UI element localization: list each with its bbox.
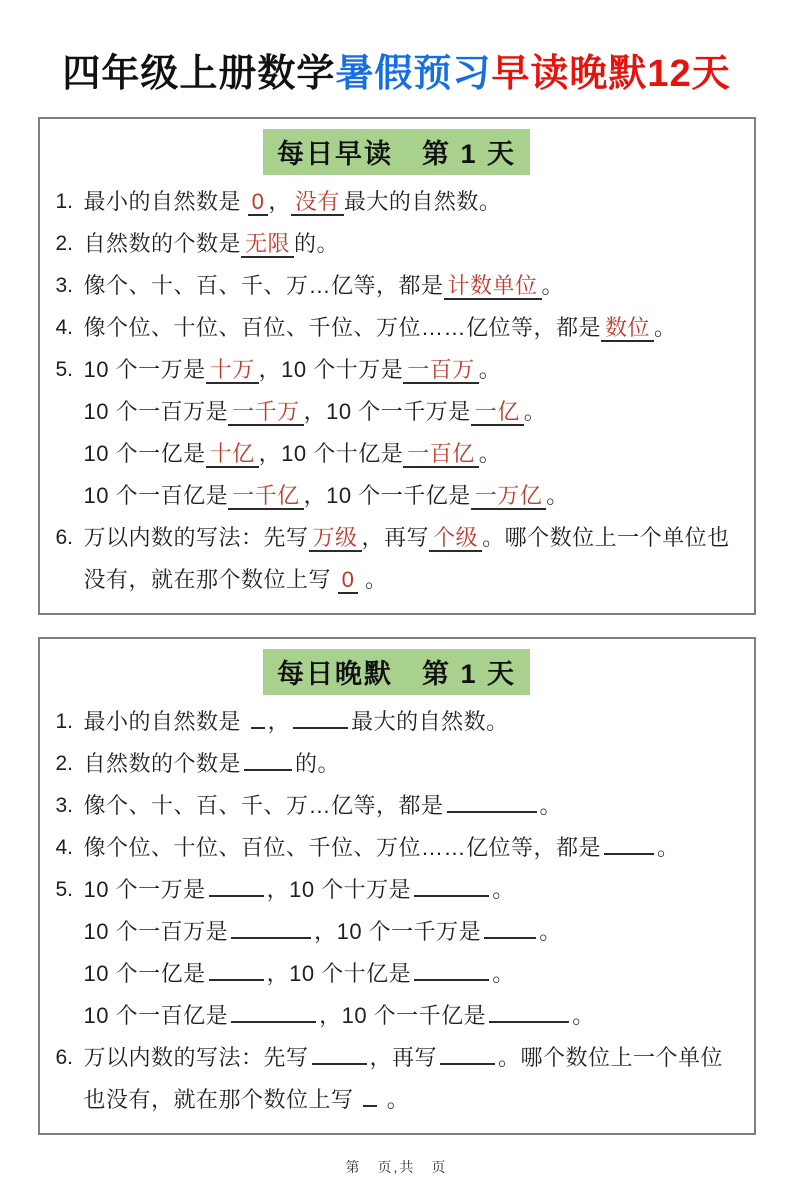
text-segment: 的。 <box>295 751 341 776</box>
fill-in-blank <box>231 1001 316 1023</box>
item-content <box>84 953 740 995</box>
text-segment: 10 个一百万是 <box>83 399 229 424</box>
list-item <box>54 223 740 265</box>
item-content <box>84 827 740 869</box>
list-item <box>54 391 740 433</box>
list-item <box>54 1037 740 1121</box>
item-number: 6. <box>55 1046 74 1069</box>
answer-text: 一百亿 <box>403 441 479 468</box>
text-segment: ，再写 <box>361 525 430 550</box>
answer-text: 没有 <box>291 189 344 216</box>
text-segment: ， <box>267 709 291 734</box>
item-content <box>84 1037 740 1121</box>
text-segment: 。 <box>492 961 515 986</box>
item-number: 2. <box>55 752 74 775</box>
text-segment: 最小的自然数是 <box>83 189 248 214</box>
fill-in-blank <box>209 959 264 981</box>
answer-text: 一亿 <box>471 399 524 426</box>
text-segment: 。 <box>478 357 502 382</box>
list-item <box>54 869 740 911</box>
text-segment: 10 个一亿是 <box>83 961 206 986</box>
list-item <box>54 181 740 223</box>
morning-reading-section <box>38 117 756 615</box>
answer-text: 万级 <box>309 525 362 552</box>
list-item <box>54 785 740 827</box>
item-content <box>84 433 740 475</box>
text-segment: 10 个一万是 <box>83 357 206 382</box>
item-content <box>84 701 740 743</box>
item-number: 3. <box>55 274 74 297</box>
item-content <box>84 391 740 433</box>
fill-in-blank <box>363 1085 377 1107</box>
morning-reading-list <box>54 181 740 601</box>
list-item <box>54 701 740 743</box>
list-item <box>54 349 740 391</box>
item-content <box>84 223 740 265</box>
list-item <box>54 265 740 307</box>
text-segment: 10 个一万是 <box>83 877 206 902</box>
fill-in-blank <box>447 791 537 813</box>
item-number: 1. <box>55 710 74 733</box>
morning-reading-header <box>54 129 740 175</box>
item-number: 5. <box>55 878 74 901</box>
item-number: 6. <box>55 526 74 549</box>
item-content <box>84 785 740 827</box>
answer-text: 一千万 <box>228 399 304 426</box>
text-segment: 。 <box>523 399 547 424</box>
item-number: 4. <box>55 316 74 339</box>
text-segment: ，10 个一千亿是 <box>303 483 471 508</box>
item-content <box>84 911 740 953</box>
text-segment: 。 <box>654 315 677 340</box>
fill-in-blank <box>414 875 489 897</box>
text-segment: ，10 个十万是 <box>266 877 412 902</box>
item-content <box>84 265 740 307</box>
list-item <box>54 743 740 785</box>
answer-text: 数位 <box>601 315 654 342</box>
text-segment: ，10 个一千亿是 <box>319 1003 487 1028</box>
item-content <box>84 181 740 223</box>
fill-in-blank <box>244 749 292 771</box>
list-item <box>54 911 740 953</box>
item-number: 4. <box>55 836 74 859</box>
item-number: 2. <box>55 232 74 255</box>
evening-dictation-header-label: 每日晚默 第 1 天 <box>263 649 530 695</box>
text-segment: 10 个一百万是 <box>83 919 229 944</box>
text-segment: 万以内数的写法：先写 <box>83 525 309 550</box>
text-segment: 像个、十、百、千、万…亿等，都是 <box>83 793 444 818</box>
text-segment: 。哪个数位上一个单位也没有，就在那个数位上写 <box>83 1045 724 1112</box>
fill-in-blank <box>293 707 348 729</box>
text-segment: 。 <box>572 1003 595 1028</box>
item-content <box>84 517 740 601</box>
list-item <box>54 433 740 475</box>
page-title <box>0 42 793 97</box>
text-segment: ，10 个十万是 <box>258 357 404 382</box>
answer-text: 一万亿 <box>471 483 547 510</box>
fill-in-blank <box>209 875 264 897</box>
answer-text: 一千亿 <box>228 483 304 510</box>
list-item <box>54 475 740 517</box>
text-segment: 像个位、十位、百位、千位、万位……亿位等，都是 <box>83 835 602 860</box>
text-segment: 万以内数的写法：先写 <box>83 1045 309 1070</box>
item-number: 1. <box>55 190 74 213</box>
answer-text: 十亿 <box>206 441 259 468</box>
text-segment: 。 <box>478 441 502 466</box>
list-item <box>54 995 740 1037</box>
list-item <box>54 517 740 601</box>
list-item <box>54 307 740 349</box>
text-segment: 。 <box>492 877 515 902</box>
fill-in-blank <box>312 1043 367 1065</box>
title-part-blue: 暑假预习 <box>335 53 492 95</box>
morning-reading-header-label: 每日早读 第 1 天 <box>263 129 530 175</box>
text-segment: ，10 个一千万是 <box>314 919 482 944</box>
text-segment: 10 个一百亿是 <box>83 483 229 508</box>
text-segment: 最大的自然数。 <box>343 189 502 214</box>
title-part-red: 早读晚默12天 <box>491 53 731 95</box>
text-segment: 。 <box>539 919 562 944</box>
text-segment: ，10 个一千万是 <box>303 399 471 424</box>
text-segment: 。哪个数位上一个单位也没有，就在那个数位上写 <box>83 525 730 592</box>
fill-in-blank <box>440 1043 495 1065</box>
page-footer: 第 页,共 页 <box>345 1159 448 1175</box>
fill-in-blank <box>231 917 311 939</box>
item-content <box>84 743 740 785</box>
title-part-black: 四年级上册数学 <box>62 53 336 95</box>
text-segment: 。 <box>380 1087 410 1112</box>
list-item <box>54 827 740 869</box>
text-segment: 最小的自然数是 <box>83 709 248 734</box>
answer-text: 一百万 <box>403 357 479 384</box>
text-segment: ，10 个十亿是 <box>266 961 412 986</box>
text-segment: 像个、十、百、千、万…亿等，都是 <box>83 273 444 298</box>
text-segment: ，10 个十亿是 <box>258 441 404 466</box>
text-segment: 自然数的个数是 <box>83 231 242 256</box>
text-segment: 10 个一百亿是 <box>83 1003 229 1028</box>
answer-text: 计数单位 <box>444 273 542 300</box>
fill-in-blank <box>489 1001 569 1023</box>
text-segment: 10 个一亿是 <box>83 441 206 466</box>
answer-text: 个级 <box>429 525 482 552</box>
text-segment: ， <box>268 189 291 214</box>
item-content <box>84 349 740 391</box>
text-segment: ，再写 <box>369 1045 438 1070</box>
text-segment: 。 <box>546 483 569 508</box>
item-content <box>84 475 740 517</box>
text-segment: 。 <box>539 793 563 818</box>
answer-text: 0 <box>248 189 269 216</box>
list-item <box>54 953 740 995</box>
evening-dictation-list <box>54 701 740 1121</box>
fill-in-blank <box>604 833 654 855</box>
answer-text: 0 <box>338 567 359 594</box>
item-content <box>84 307 740 349</box>
text-segment: 。 <box>657 835 680 860</box>
text-segment: 。 <box>541 273 565 298</box>
item-content <box>84 869 740 911</box>
fill-in-blank <box>251 707 265 729</box>
text-segment: 像个位、十位、百位、千位、万位……亿位等，都是 <box>83 315 602 340</box>
text-segment: 最大的自然数。 <box>351 709 509 734</box>
item-number: 5. <box>55 358 74 381</box>
text-segment: 自然数的个数是 <box>83 751 242 776</box>
text-segment: 。 <box>358 567 388 592</box>
item-content <box>84 995 740 1037</box>
evening-dictation-header <box>54 649 740 695</box>
answer-text: 无限 <box>241 231 294 258</box>
text-segment: 的。 <box>294 231 340 256</box>
item-number: 3. <box>55 794 74 817</box>
fill-in-blank <box>484 917 536 939</box>
evening-dictation-section <box>38 637 756 1135</box>
answer-text: 十万 <box>206 357 259 384</box>
fill-in-blank <box>414 959 489 981</box>
